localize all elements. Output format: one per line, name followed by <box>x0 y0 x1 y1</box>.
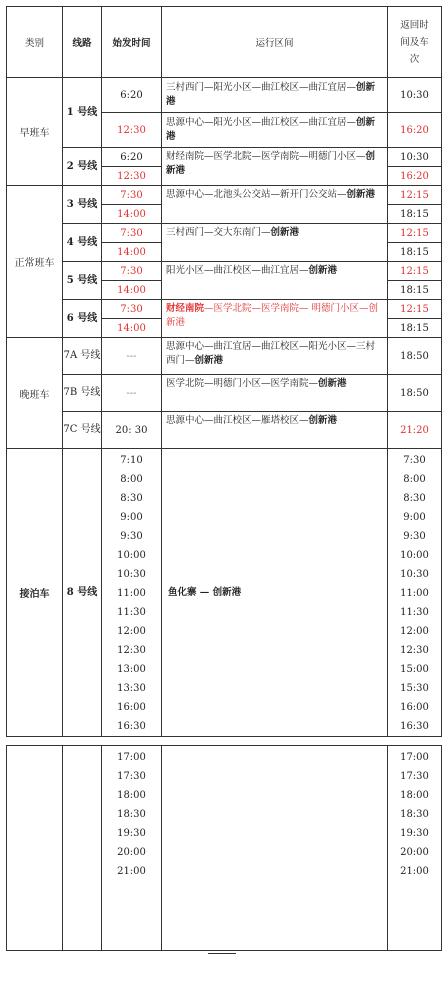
time-entry: 16:30 <box>117 721 146 732</box>
header-line: 线路 <box>63 7 102 78</box>
route-cell: 三村西门—阳光小区—曲江校区—曲江宜居—创新港 <box>162 78 388 113</box>
time-entry: 16:00 <box>117 702 146 713</box>
route-cell: 思源中心—北池头公交站—新开门公交站—创新港 <box>162 186 388 224</box>
departure-time: 14:00 <box>102 319 162 338</box>
route-cell: 财经南院—医学北院—医学南院— 明德门小区—创新港 <box>162 300 388 338</box>
time-entry: 21:00 <box>117 866 146 877</box>
time-entry: 9:30 <box>403 531 426 542</box>
line-label: 3 号线 <box>63 186 102 224</box>
table-row <box>7 375 442 412</box>
return-time: 12:15 <box>388 300 442 319</box>
time-entry: 8:30 <box>120 493 143 504</box>
time-entry: 19:30 <box>400 828 429 839</box>
return-time: 18:50 <box>388 375 442 412</box>
table-row <box>7 78 442 113</box>
return-time: 12:15 <box>388 186 442 205</box>
header-category: 类别 <box>7 7 63 78</box>
table-row <box>7 148 442 167</box>
table-row <box>7 449 442 737</box>
line-label: 8 号线 <box>63 449 102 737</box>
route-cell: 思源中心—曲江校区—雁塔校区—创新港 <box>162 412 388 449</box>
time-entry: 12:00 <box>117 626 146 637</box>
time-entry: 7:10 <box>120 455 143 466</box>
time-entry: 18:30 <box>400 809 429 820</box>
return-time: 12:15 <box>388 224 442 243</box>
table-row <box>7 746 442 951</box>
bus-schedule-table-continued <box>6 745 442 951</box>
category-regular: 正常班车 <box>7 186 63 338</box>
category-shuttle: 接泊车 <box>7 449 63 737</box>
departure-time: --- <box>102 375 162 412</box>
route-cell: 医学北院—明德门小区—医学南院—创新港 <box>162 375 388 412</box>
route-cell: 财经南院—医学北院—医学南院—明德门小区—创新港 <box>162 148 388 186</box>
time-entry: 15:30 <box>400 683 429 694</box>
time-entry: 10:00 <box>400 550 429 561</box>
header-departure: 始发时间 <box>102 7 162 78</box>
route-cell: 思源中心—阳光小区—曲江校区—曲江宜居—创新港 <box>162 113 388 148</box>
line-label: 7C 号线 <box>63 412 102 449</box>
return-list <box>388 449 442 737</box>
route-cell: 阳光小区—曲江校区—曲江宜居—创新港 <box>162 262 388 300</box>
time-entry: 8:00 <box>403 474 426 485</box>
departure-time: 12:30 <box>102 113 162 148</box>
return-time: 18:50 <box>388 338 442 375</box>
header-route: 运行区间 <box>162 7 388 78</box>
line-label: 7A 号线 <box>63 338 102 375</box>
return-time: 18:15 <box>388 319 442 338</box>
time-entry: 7:30 <box>403 455 426 466</box>
time-entry: 9:00 <box>403 512 426 523</box>
time-entry: 13:30 <box>117 683 146 694</box>
time-entry: 19:30 <box>117 828 146 839</box>
time-entry: 16:00 <box>400 702 429 713</box>
time-entry: 10:30 <box>400 569 429 580</box>
departure-list <box>102 746 162 951</box>
time-entry: 12:00 <box>400 626 429 637</box>
header-return: 返回时间及车次 <box>388 7 442 78</box>
time-entry: 17:30 <box>117 771 146 782</box>
time-entry: 17:30 <box>400 771 429 782</box>
line-label: 2 号线 <box>63 148 102 186</box>
route-cell: 三村西门—交大东南门—创新港 <box>162 224 388 262</box>
departure-time: 14:00 <box>102 205 162 224</box>
time-entry: 11:30 <box>400 607 429 618</box>
table-row <box>7 338 442 375</box>
departure-list <box>102 449 162 737</box>
bus-schedule-table <box>6 6 442 737</box>
return-time: 21:20 <box>388 412 442 449</box>
route-cell: 思源中心—曲江宜居—曲江校区—阳光小区—三村西门—创新港 <box>162 338 388 375</box>
departure-time: 7:30 <box>102 262 162 281</box>
time-entry: 12:30 <box>400 645 429 656</box>
return-time: 18:15 <box>388 281 442 300</box>
table-row <box>7 224 442 243</box>
header-row <box>7 7 442 78</box>
empty-cell <box>162 746 388 951</box>
time-entry: 11:30 <box>117 607 146 618</box>
time-entry: 17:00 <box>117 752 146 763</box>
departure-time: 12:30 <box>102 167 162 186</box>
time-entry: 9:30 <box>120 531 143 542</box>
time-entry: 17:00 <box>400 752 429 763</box>
empty-cell <box>7 746 63 951</box>
line-label: 4 号线 <box>63 224 102 262</box>
line-label: 1 号线 <box>63 78 102 148</box>
category-evening: 晚班车 <box>7 338 63 449</box>
time-entry: 20:00 <box>400 847 429 858</box>
line-label: 7B 号线 <box>63 375 102 412</box>
line-label: 5 号线 <box>63 262 102 300</box>
return-time: 18:15 <box>388 243 442 262</box>
time-entry: 8:00 <box>120 474 143 485</box>
time-entry: 12:30 <box>117 645 146 656</box>
return-time: 10:30 <box>388 78 442 113</box>
table-row <box>7 300 442 319</box>
departure-time: --- <box>102 338 162 375</box>
table-row <box>7 186 442 205</box>
departure-time: 6:20 <box>102 78 162 113</box>
table-row <box>7 412 442 449</box>
time-entry: 11:00 <box>117 588 146 599</box>
return-time: 12:15 <box>388 262 442 281</box>
table-row <box>7 262 442 281</box>
departure-time: 7:30 <box>102 300 162 319</box>
route-cell: 鱼化寨 — 创新港 <box>162 449 388 737</box>
return-time: 16:20 <box>388 167 442 186</box>
time-entry: 15:00 <box>400 664 429 675</box>
departure-time: 6:20 <box>102 148 162 167</box>
departure-time: 14:00 <box>102 243 162 262</box>
time-entry: 18:00 <box>117 790 146 801</box>
page-mark <box>208 953 236 954</box>
time-entry: 13:00 <box>117 664 146 675</box>
return-time: 16:20 <box>388 113 442 148</box>
departure-time: 7:30 <box>102 224 162 243</box>
time-entry: 11:00 <box>400 588 429 599</box>
line-label: 6 号线 <box>63 300 102 338</box>
time-entry: 10:00 <box>117 550 146 561</box>
time-entry: 20:00 <box>117 847 146 858</box>
category-morning: 早班车 <box>7 78 63 186</box>
time-entry: 8:30 <box>403 493 426 504</box>
departure-time: 7:30 <box>102 186 162 205</box>
time-entry: 9:00 <box>120 512 143 523</box>
return-time: 10:30 <box>388 148 442 167</box>
time-entry: 10:30 <box>117 569 146 580</box>
return-list <box>388 746 442 951</box>
time-entry: 21:00 <box>400 866 429 877</box>
time-entry: 18:00 <box>400 790 429 801</box>
empty-cell <box>63 746 102 951</box>
departure-time: 20: 30 <box>102 412 162 449</box>
return-time: 18:15 <box>388 205 442 224</box>
time-entry: 16:30 <box>400 721 429 732</box>
departure-time: 14:00 <box>102 281 162 300</box>
time-entry: 18:30 <box>117 809 146 820</box>
